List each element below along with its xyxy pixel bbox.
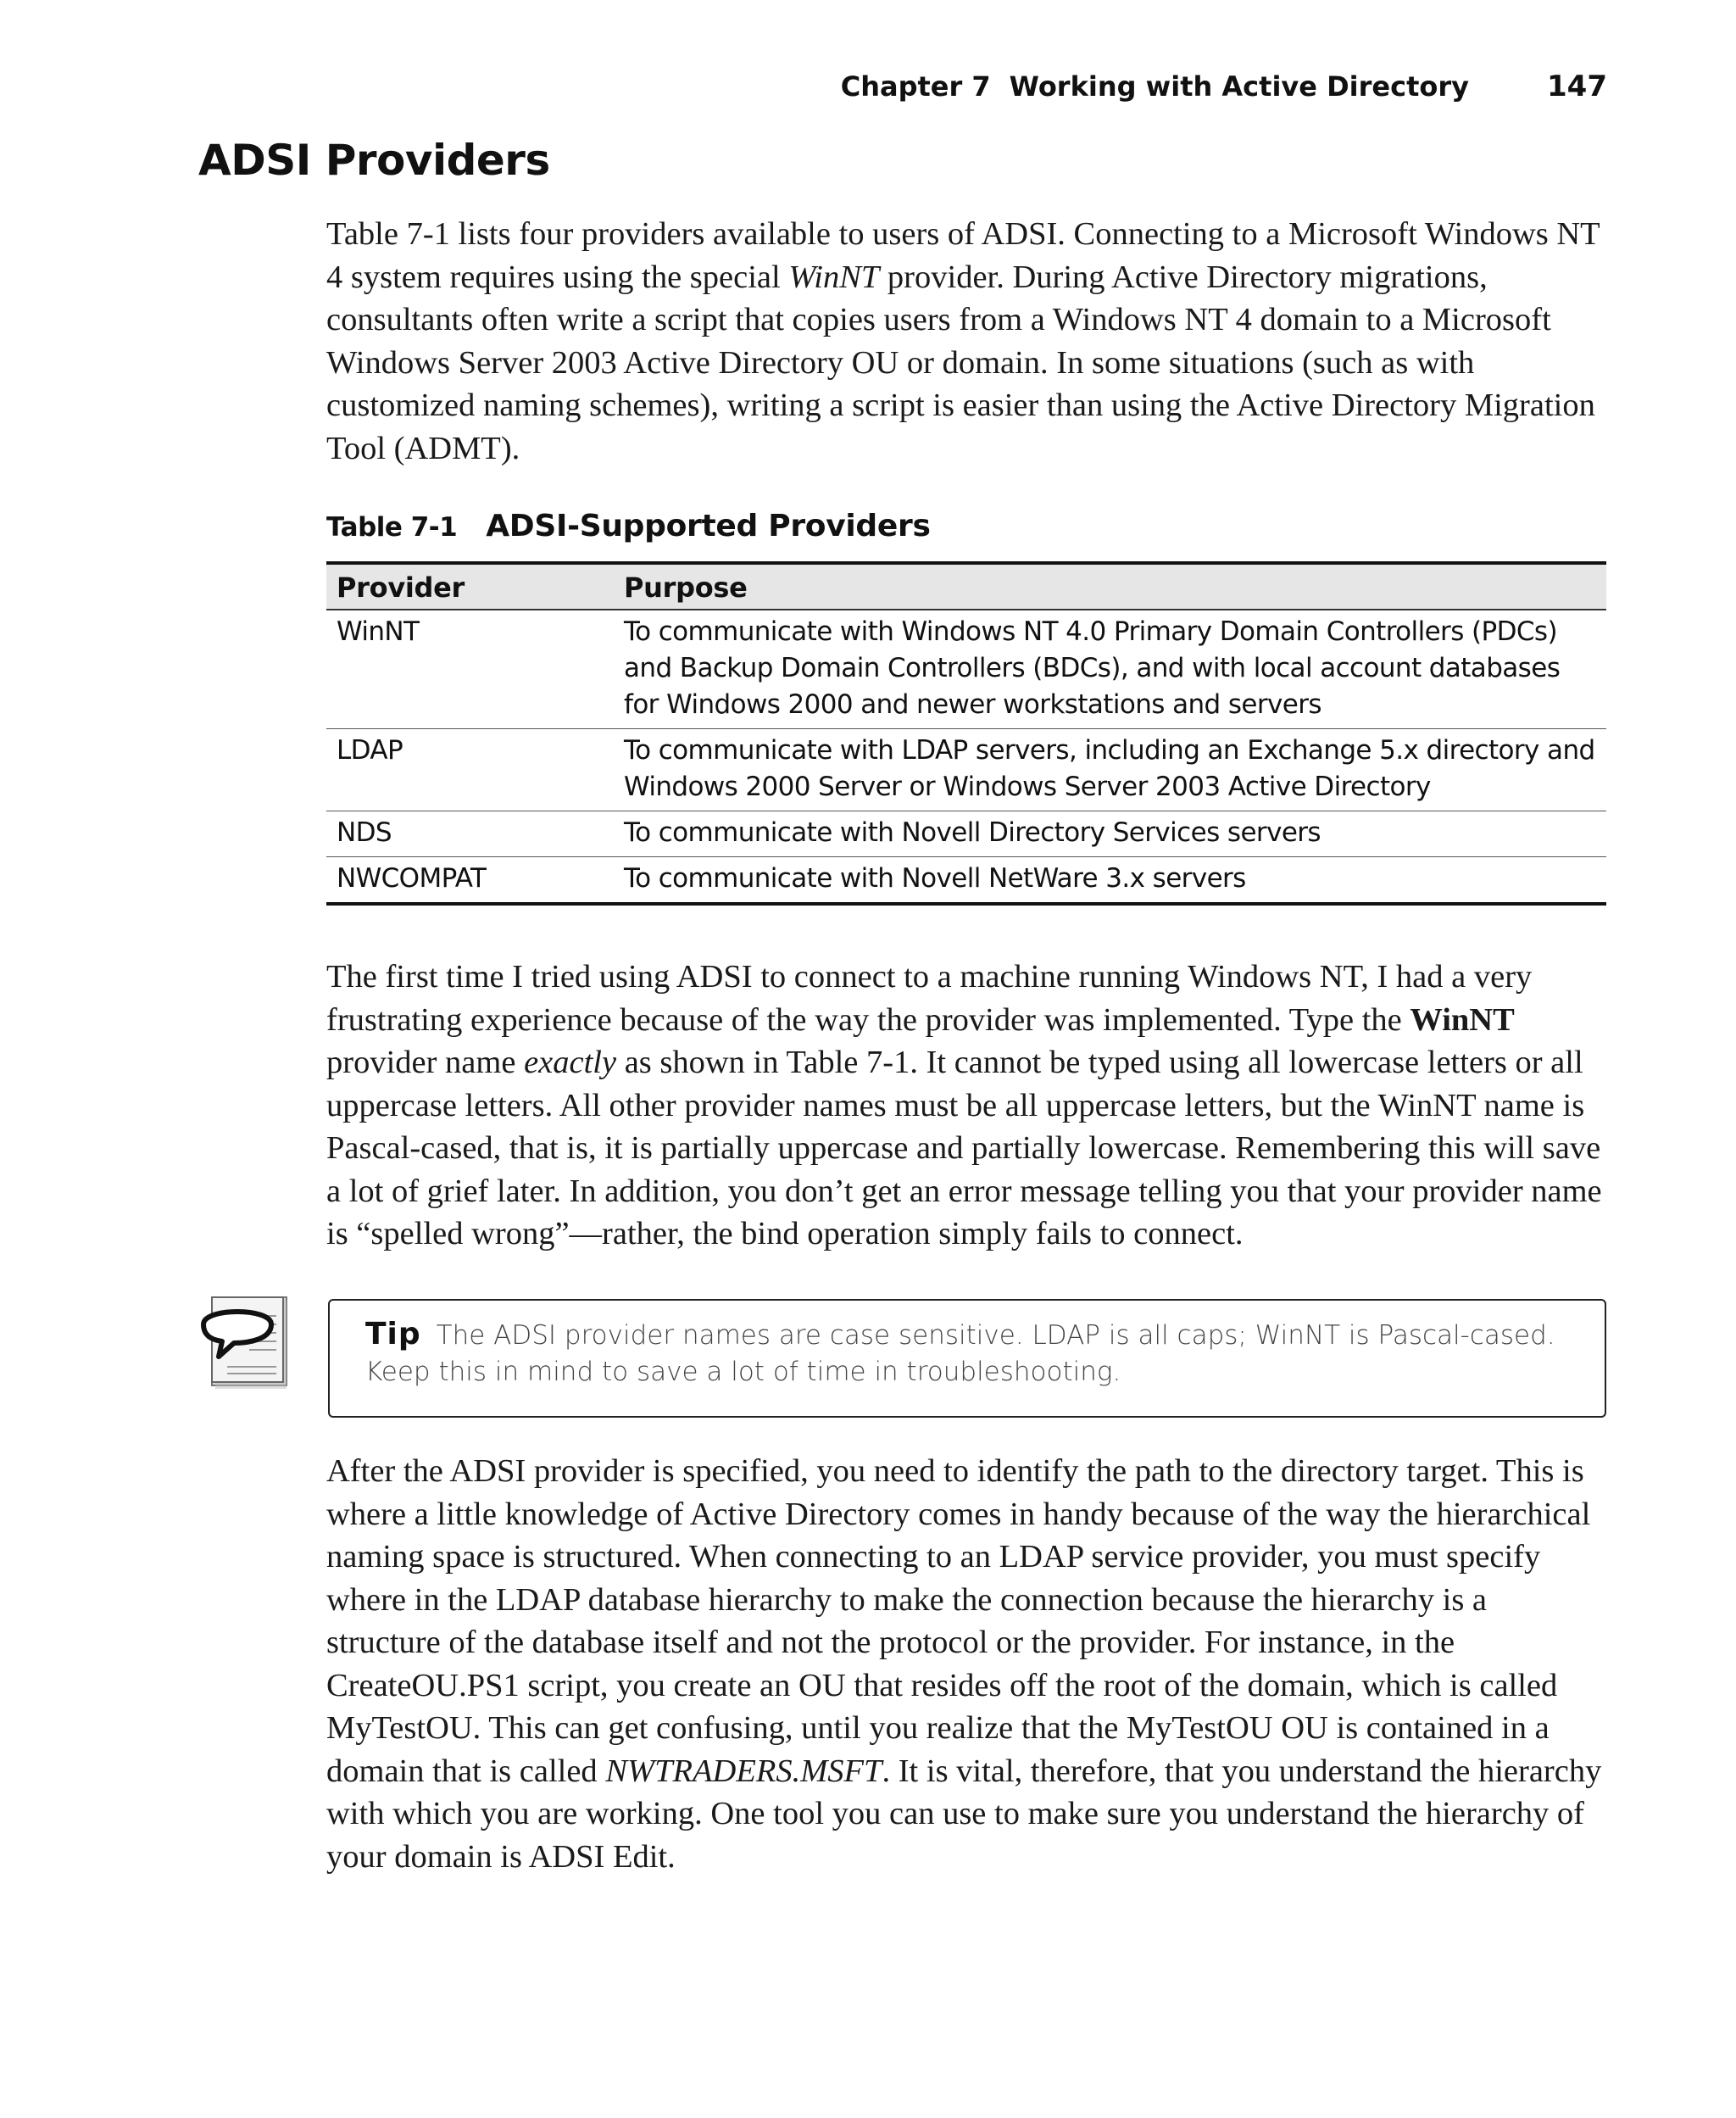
- speech-bubble-icon: [193, 1290, 295, 1392]
- table-title: ADSI-Supported Providers: [486, 509, 931, 543]
- chapter-number: Chapter 7: [840, 70, 991, 103]
- header-purpose: Purpose: [614, 563, 1606, 610]
- purpose-cell: To communicate with LDAP servers, including an Exchange 5.x directory and Windows 2000 Server or Windows Server 2003 Active Directory: [614, 729, 1606, 811]
- purpose-cell: To communicate with Windows NT 4.0 Primary Domain Controllers (PDCs) and Backup Domain Controllers (BDCs), and with local account databases for Windows 2000 and newer workstations and servers: [614, 610, 1606, 729]
- purpose-cell: To communicate with Novell NetWare 3.x servers: [624, 863, 1246, 894]
- provider-cell: WinNT: [326, 610, 614, 729]
- para3-text-1: After the ADSI provider is specified, you need to identify the path to the directory target. This is where a little knowledge of Active Directory comes in handy because of the way the hierarchical naming space is structured. When connecting to an LDAP service provider, you must specify where in the LDAP database hierarchy to make the connection because the hierarchy is a structure of the database itself and not the protocol or the provider. For instance, in the CreateOU.PS1 script, you create an OU that resides off the root of the domain, which is called MyTestOU. This can get confusing, until you realize that the MyTestOU OU is contained in a domain that is called: [326, 1453, 1591, 1789]
- table-row: [326, 857, 1606, 905]
- para2-italic-exactly: exactly: [524, 1045, 617, 1080]
- intro-paragraph: [326, 213, 1606, 470]
- purpose-cell: To communicate with Novell Directory Services servers: [614, 811, 1606, 857]
- intro-text-2: provider. During Active Directory migrations, consultants often write a script that copies users from a Windows NT 4 domain to a Microsoft Windows Server 2003 Active Directory OU or domain. In some situations (such as with customized naming schemes), writing a script is easier than using the Active Directory Migration Tool (ADMT).: [326, 259, 1595, 466]
- para3-italic-domain: NWTRADERS.MSFT: [605, 1753, 882, 1789]
- provider-cell: NWCOMPAT: [337, 863, 487, 894]
- providers-table: [326, 561, 1606, 906]
- tip-box: [328, 1299, 1606, 1418]
- provider-cell: NDS: [326, 811, 614, 857]
- provider-cell: LDAP: [326, 729, 614, 811]
- winnt-experience-paragraph: [326, 956, 1606, 1256]
- chapter-title: Working with Active Directory: [1009, 70, 1470, 103]
- section-title: ADSI Providers: [198, 136, 550, 185]
- directory-path-paragraph: [326, 1450, 1606, 1878]
- intro-text-1: Table 7-1 lists four providers available to users of ADSI. Connecting to a Microsoft Windows NT 4 system requires using the special: [326, 216, 1600, 295]
- para2-text-3: as shown in Table 7-1. It cannot be typed using all lowercase letters or all uppercase letters. All other provider names must be all uppercase letters, but the WinNT name is Pascal-cased, that is, it is partially uppercase and partially lowercase. Remembering this will save a lot of grief later. In addition, you don’t get an error message telling you that your provider name is “spelled wrong”—rather, the bind operation simply fails to connect.: [326, 1045, 1602, 1251]
- para2-bold-winnt: WinNT: [1410, 1001, 1515, 1038]
- tip-text: The ADSI provider names are case sensitive. LDAP is all caps; WinNT is Pascal-cased. Keep this in mind to save a lot of time in troubleshooting.: [365, 1320, 1555, 1387]
- para2-text-1: The first time I tried using ADSI to connect to a machine running Windows NT, I had a very frustrating experience because of the way the provider was implemented. Type the: [326, 959, 1533, 1038]
- para3-text-2: . It is vital, therefore, that you understand the hierarchy with which you are working. One tool you can use to make sure you understand the hierarchy of your domain is ADSI Edit.: [326, 1753, 1602, 1875]
- table-row: [326, 811, 1606, 857]
- running-head: [841, 70, 1607, 103]
- table-row: [326, 729, 1606, 811]
- page-number: 147: [1547, 70, 1607, 103]
- tip-label: Tip: [365, 1317, 421, 1352]
- para2-text-2: provider name: [326, 1045, 525, 1080]
- table-header-row: [326, 563, 1606, 610]
- header-provider: Provider: [326, 563, 614, 610]
- table-label: Table 7-1: [326, 512, 458, 543]
- table-caption: [326, 509, 931, 543]
- table-row: [326, 610, 1606, 729]
- intro-italic-winnt: WinNT: [788, 259, 880, 295]
